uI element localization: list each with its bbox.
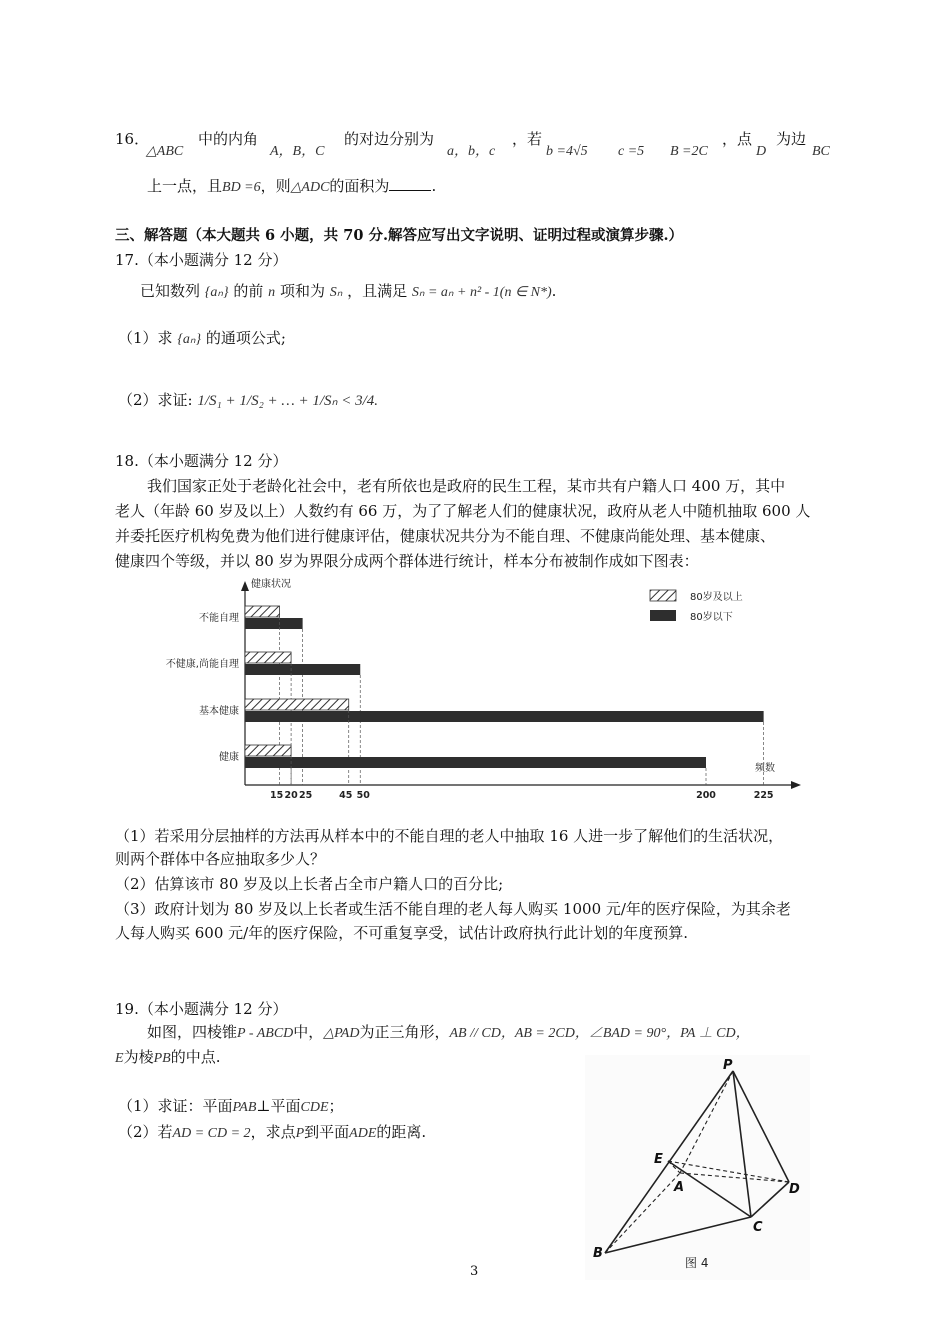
q18-para-line-4: 健康四个等级，并以 80 岁为界限分成两个群体进行统计，样本分布被制作成如下图表： xyxy=(115,552,699,570)
bar-under80 xyxy=(245,664,360,675)
category-label: 不能自理 xyxy=(199,613,239,624)
x-tick-label: 45 xyxy=(339,790,353,801)
vertex-label-c: C xyxy=(753,1220,763,1235)
x-tick-label: 15 xyxy=(269,790,284,801)
q19-stem-line1: 如图，四棱锥P - ABCD中，△PAD为正三角形，AB // CD，AB = 2CD，∠BAD = 90°，PA ⊥ CD， xyxy=(147,1023,750,1041)
category-label: 基本健康 xyxy=(199,706,239,717)
q16-text-d: ，点 xyxy=(722,130,753,148)
q18-question-3: （3）政府计划为 80 岁及以上长者或生活不能自理的老人每人购买 1000 元/年的医疗保险，为其余老 xyxy=(115,900,791,918)
q16-cond2: c =5 xyxy=(618,144,645,159)
pyramid-figure xyxy=(585,1055,810,1280)
q19-conditions: AB // CD，AB = 2CD，∠BAD = 90°，PA ⊥ CD， xyxy=(449,1026,750,1041)
y-axis-label: 健康状况 xyxy=(251,579,291,590)
bar-under80 xyxy=(245,757,706,768)
legend-swatch-under80 xyxy=(650,610,676,621)
q17-header: 17.（本小题满分 12 分） xyxy=(115,251,288,269)
bar-80plus xyxy=(245,699,349,710)
q16-tri-abc: △ABC xyxy=(146,144,184,159)
vertex-label-b: B xyxy=(593,1246,603,1261)
q16-angles: A，B，C xyxy=(270,144,325,159)
q18-para-line-3: 并委托医疗机构免费为他们进行健康评估，健康状况共分为不能自理、不健康尚能处理、基本健康、 xyxy=(115,527,776,545)
q18-question-1b: 则两个群体中各应抽取多少人？ xyxy=(115,850,326,868)
q16-text-a: 中的内角 xyxy=(198,130,259,148)
vertex-label-p: P xyxy=(723,1058,733,1073)
q16-bd: BD =6 xyxy=(222,180,261,195)
q17-stem: 已知数列 {aₙ} 的前 n 项和为 Sₙ ，且满足 Sₙ = aₙ + n² - 1(n ∈ N*). xyxy=(140,282,557,300)
x-tick-label: 25 xyxy=(299,790,313,801)
q16-cond3: B =2C xyxy=(670,144,708,159)
bar-80plus xyxy=(245,606,280,617)
figure-background xyxy=(585,1055,810,1280)
q16-text-e: 为边 xyxy=(776,130,807,148)
legend-swatch-80plus xyxy=(650,590,676,601)
q17-part2: （2）求证: 1/S₁ + 1/S₂ + … + 1/Sₙ < 3/4. xyxy=(118,391,379,409)
q18-question-2: （2）估算该市 80 岁及以上长者占全市户籍人口的百分比; xyxy=(115,875,504,893)
q16-number: 16． xyxy=(115,130,150,148)
q17-formula: Sₙ = aₙ + n² - 1(n ∈ N*) xyxy=(411,285,552,300)
q18-header: 18.（本小题满分 12 分） xyxy=(115,452,288,470)
bar-under80 xyxy=(245,618,303,629)
x-tick-label: 225 xyxy=(753,790,774,801)
q16-tri-adc: △ADC xyxy=(290,180,330,195)
q16-cond1: b =4√5 xyxy=(546,144,588,159)
q19-stem-line2: E为棱PB的中点. xyxy=(115,1048,221,1066)
q19-part1: （1）求证：平面PAB⊥平面CDE； xyxy=(118,1097,344,1115)
q17-an: {aₙ} xyxy=(204,285,229,300)
q17-part1: （1）求 {aₙ} 的通项公式; xyxy=(118,329,286,347)
section-3-title: 三、解答题（本大题共 6 小题，共 70 分.解答应写出文字说明、证明过程或演算步骤.） xyxy=(115,227,684,244)
page-number: 3 xyxy=(470,1264,479,1279)
q17-inequality: 1/S₁ + 1/S₂ + … + 1/Sₙ < 3/4. xyxy=(197,393,379,409)
q16-edge-bc: BC xyxy=(812,144,830,159)
category-label: 不健康,尚能自理 xyxy=(165,659,239,670)
x-tick-label: 50 xyxy=(356,790,370,801)
x-axis-arrow xyxy=(791,781,801,789)
q18-para-line-1: 我们国家正处于老龄化社会中，老有所依也是政府的民生工程，某市共有户籍人口 400 万，其中 xyxy=(147,477,786,495)
q18-question-3b: 人每人购买 600 元/年的医疗保险，不可重复享受，试估计政府执行此计划的年度预算. xyxy=(115,924,688,942)
q16-text-c: ，若 xyxy=(512,130,543,148)
q16-text-b: 的对边分别为 xyxy=(344,130,435,148)
legend-label-80plus: 80岁及以上 xyxy=(690,592,743,603)
q19-part2: （2）若AD = CD = 2，求点P到平面ADE的距离. xyxy=(118,1123,427,1141)
category-label: 健康 xyxy=(219,752,239,763)
q18-para-line-2: 老人（年龄 60 岁及以上）人数约有 66 万，为了了解老人们的健康状况，政府从老人中随机抽取 600 人 xyxy=(115,502,811,520)
q16-sides: a，b，c xyxy=(447,144,496,159)
q18-question-1: （1）若采用分层抽样的方法再从样本中的不能自理的老人中抽取 16 人进一步了解他们的生活状况， xyxy=(115,827,784,845)
bar-80plus xyxy=(245,652,291,663)
q16-point-d: D xyxy=(756,144,767,159)
health-bar-chart xyxy=(145,578,810,803)
legend-label-under80: 80岁以下 xyxy=(690,612,733,623)
q16-line1 xyxy=(115,128,149,150)
answer-blank[interactable] xyxy=(389,176,431,191)
q19-header: 19.（本小题满分 12 分） xyxy=(115,1000,288,1018)
x-axis-label: 频数 xyxy=(755,763,775,774)
vertex-label-e: E xyxy=(654,1152,663,1167)
chart-legend xyxy=(650,590,743,623)
figure-caption: 图 4 xyxy=(685,1256,709,1270)
x-tick-label: 20 xyxy=(284,790,298,801)
q16-line2: 上一点，且BD =6，则△ADC的面积为 . xyxy=(147,177,437,195)
bar-under80 xyxy=(245,711,764,722)
vertex-label-d: D xyxy=(789,1182,800,1197)
vertex-label-a: A xyxy=(674,1180,685,1195)
y-axis-arrow xyxy=(241,581,249,591)
x-tick-label: 200 xyxy=(696,790,716,801)
bar-80plus xyxy=(245,745,291,756)
